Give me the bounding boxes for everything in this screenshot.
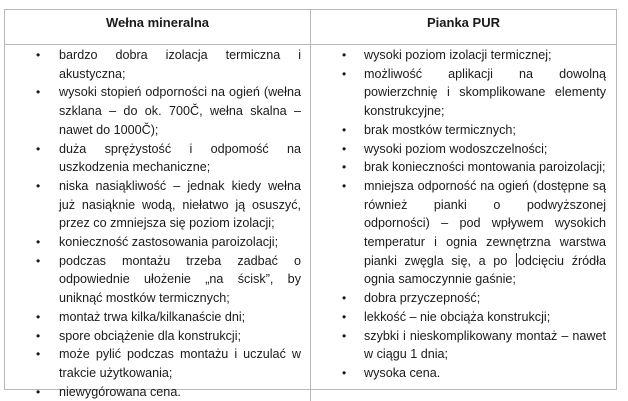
list-item: • lekkość – nie obciąża konstrukcji; (311, 308, 616, 327)
list-item: • brak mostków termicznych; (311, 121, 616, 140)
list-item: • podczas montażu trzeba zadbać o odpowiednie ułożenie „na ścisk”, by uniknąć mostków termicznych; (36, 253, 301, 306)
bullet-icon: • (342, 48, 347, 62)
bullet-icon: • (342, 178, 347, 193)
list-item: • mniejsza odporność na ogień (dostępne są również pianki o podwyższonej odporności) – pod wpływem wysokich temperatur i ognia zewnętrzna warstwa pianki zwęgla się, a po odcięciu źródła ognia samoczynnie gaśnie; (342, 178, 606, 287)
bullet-icon: • (342, 291, 347, 306)
list-item: • montaż trwa kilka/kilkanaście dni; (5, 308, 310, 327)
bullet-icon: • (36, 178, 41, 193)
list-item: • dobra przyczepność; (311, 289, 616, 308)
bullet-icon: • (342, 365, 347, 380)
text-cursor (516, 253, 517, 267)
list-item: • brak konieczności montowania paroizolacji; (311, 158, 616, 177)
bullet-icon: • (36, 235, 41, 250)
list-item: • może pylić podczas montażu i uczulać w trakcie użytkowania; (36, 347, 301, 380)
list-item: • niewygórowana cena. (5, 383, 310, 401)
column-pianka-pur (311, 45, 616, 401)
list-item: • szybki i nieskomplikowany montaż – nawet w ciągu 1 dnia; (342, 328, 606, 362)
bullet-icon: • (342, 66, 347, 81)
bullet-icon: • (36, 328, 41, 343)
header-pianka-pur: Pianka PUR (311, 10, 616, 45)
list-item: • niska nasiąkliwość – jednak kiedy wełna już nasiąknie wodą, niełatwo ją osuszyć, przez co zmniejsza się poziom izolacji; (36, 178, 301, 231)
bullet-icon: • (36, 384, 41, 399)
list-item: • wysoki stopień odporności na ogień (wełna szklana – do ok. 700Č, wełna skalna – nawet do 1000Č); (36, 85, 301, 137)
bullet-icon: • (36, 141, 41, 156)
list-item: • wysoki poziom izolacji termicznej; (311, 46, 616, 65)
list-item: • duża sprężystość i odpomość na uszkodzenia mechaniczne; (36, 141, 301, 175)
list-item: • konieczność zastosowania paroizolacji; (5, 233, 310, 252)
comparison-table (4, 9, 617, 399)
list-item: • spore obciążenie dla konstrukcji; (5, 327, 310, 346)
bullet-icon: • (342, 122, 347, 137)
bullet-icon: • (36, 48, 41, 62)
header-welna-mineralna: Wełna mineralna (5, 10, 311, 45)
bullet-icon: • (342, 160, 347, 175)
bullet-icon: • (342, 309, 347, 324)
bullet-icon: • (36, 85, 41, 100)
bullet-icon: • (36, 253, 41, 268)
welna-mineralna-list (5, 45, 310, 401)
list-item: • wysoka cena. (311, 364, 616, 383)
list-item: • bardzo dobra izolacja termiczna i akustyczna; (36, 48, 301, 81)
bullet-icon: • (36, 347, 41, 362)
list-item: • możliwość aplikacji na dowolną powierzchnię i skomplikowane elementy konstrukcyjne; (342, 66, 606, 119)
pianka-pur-list (311, 45, 616, 383)
column-welna-mineralna (5, 45, 311, 401)
bullet-icon: • (342, 141, 347, 156)
bullet-icon: • (36, 309, 41, 324)
list-item: • wysoki poziom wodoszczelności; (311, 140, 616, 159)
bullet-icon: • (342, 328, 347, 343)
